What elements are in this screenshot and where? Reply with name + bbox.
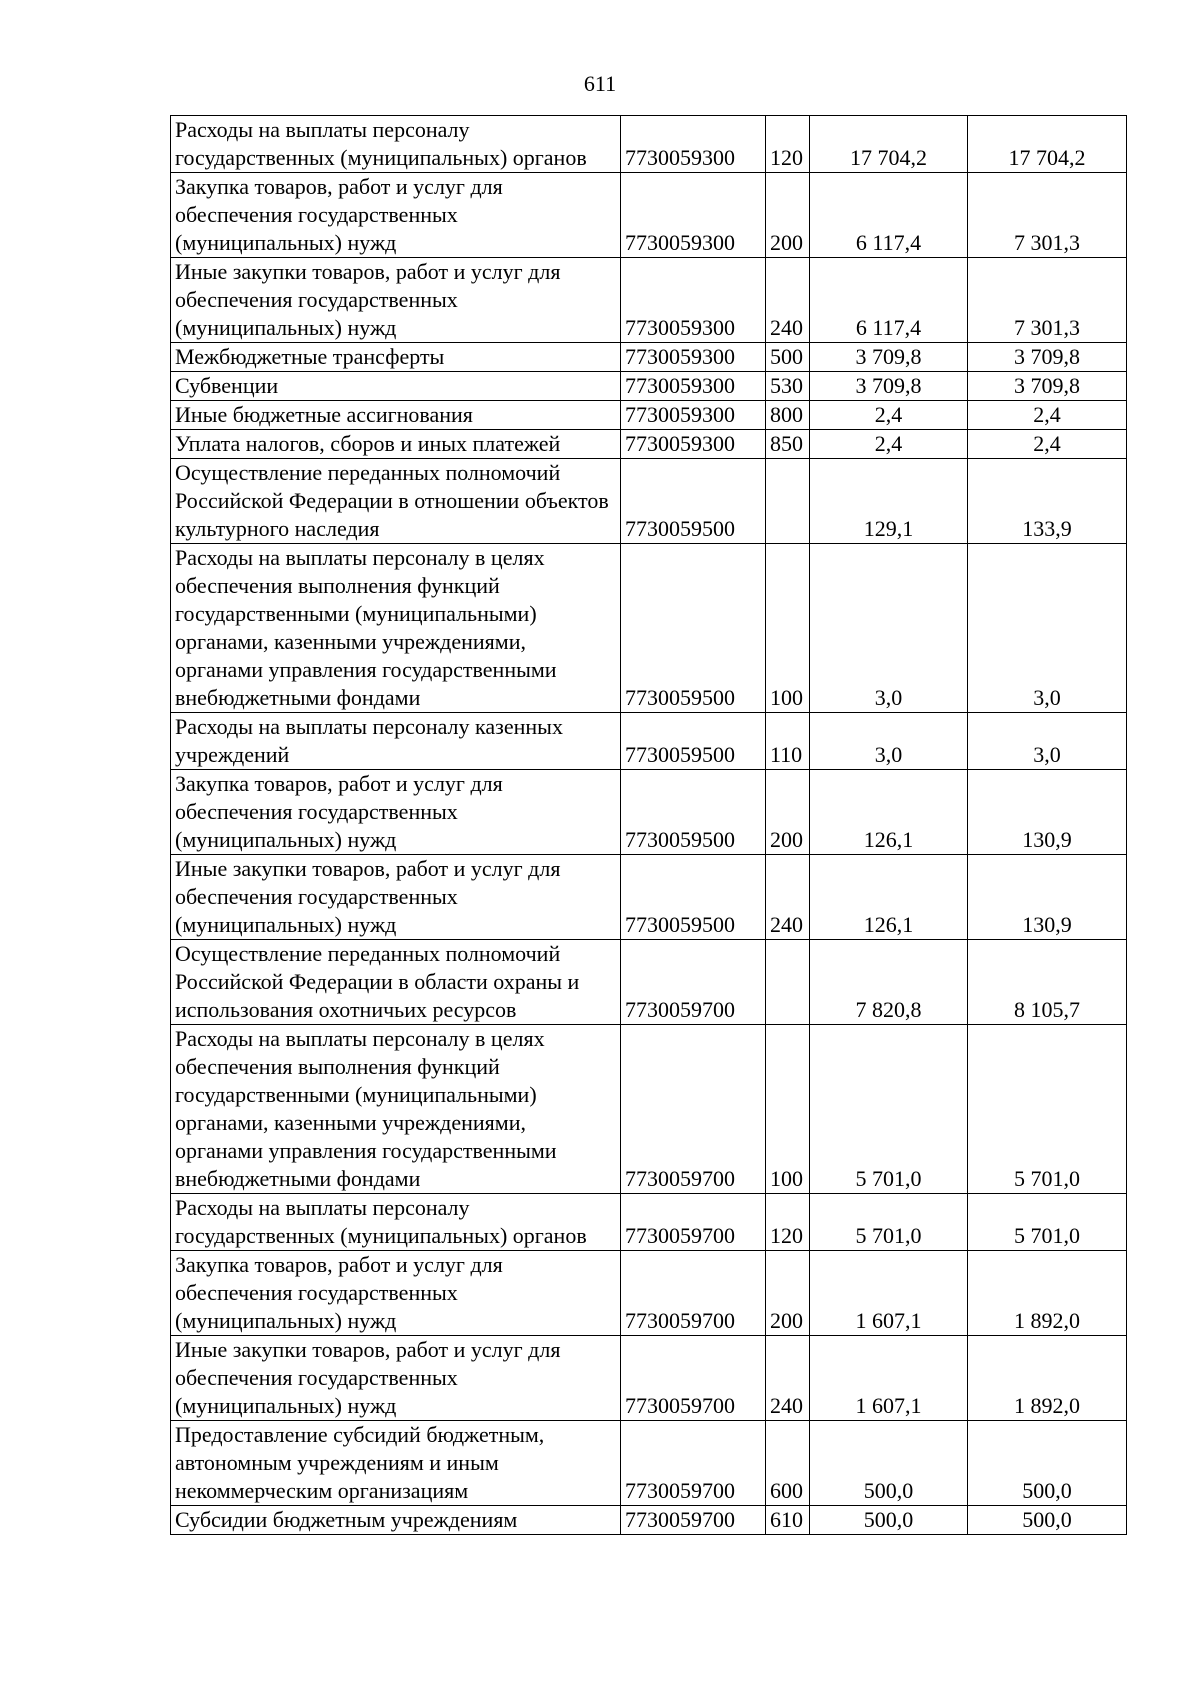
row-value-year-1-cell: 1 607,1	[810, 1336, 968, 1421]
row-value-year-2-cell: 8 105,7	[968, 940, 1127, 1025]
row-expense-type-cell: 600	[766, 1421, 810, 1506]
row-name-cell: Предоставление субсидий бюджетным, автономным учреждениям и иным некоммерческим организациям	[171, 1421, 621, 1506]
row-target-code-cell: 7730059300	[621, 258, 766, 343]
row-value-year-1-cell: 5 701,0	[810, 1194, 968, 1251]
table-row	[171, 713, 1127, 770]
row-value-year-1-cell: 17 704,2	[810, 116, 968, 173]
row-target-code-cell: 7730059300	[621, 401, 766, 430]
row-expense-type-cell: 530	[766, 372, 810, 401]
table-row	[171, 116, 1127, 173]
table-row	[171, 459, 1127, 544]
table-row	[171, 1336, 1127, 1421]
budget-table-body	[171, 116, 1127, 1535]
row-value-year-2-cell: 500,0	[968, 1506, 1127, 1535]
row-target-code-cell: 7730059300	[621, 116, 766, 173]
row-name-cell: Уплата налогов, сборов и иных платежей	[171, 430, 621, 459]
row-expense-type-cell: 850	[766, 430, 810, 459]
row-name-cell: Иные закупки товаров, работ и услуг для обеспечения государственных (муниципальных) нужд	[171, 258, 621, 343]
row-value-year-2-cell: 133,9	[968, 459, 1127, 544]
row-value-year-1-cell: 5 701,0	[810, 1025, 968, 1194]
table-row	[171, 1251, 1127, 1336]
row-value-year-2-cell: 17 704,2	[968, 116, 1127, 173]
row-expense-type-cell: 200	[766, 770, 810, 855]
budget-table	[170, 115, 1127, 1535]
row-expense-type-cell: 240	[766, 855, 810, 940]
table-row	[171, 855, 1127, 940]
row-expense-type-cell: 610	[766, 1506, 810, 1535]
row-name-cell: Закупка товаров, работ и услуг для обеспечения государственных (муниципальных) нужд	[171, 1251, 621, 1336]
row-value-year-2-cell: 500,0	[968, 1421, 1127, 1506]
row-value-year-1-cell: 500,0	[810, 1421, 968, 1506]
row-target-code-cell: 7730059300	[621, 173, 766, 258]
row-value-year-1-cell: 500,0	[810, 1506, 968, 1535]
table-row	[171, 258, 1127, 343]
row-expense-type-cell: 200	[766, 173, 810, 258]
row-expense-type-cell: 200	[766, 1251, 810, 1336]
row-value-year-2-cell: 7 301,3	[968, 258, 1127, 343]
row-value-year-1-cell: 2,4	[810, 401, 968, 430]
row-value-year-1-cell: 3,0	[810, 713, 968, 770]
row-value-year-2-cell: 5 701,0	[968, 1025, 1127, 1194]
row-value-year-2-cell: 2,4	[968, 401, 1127, 430]
row-name-cell: Субсидии бюджетным учреждениям	[171, 1506, 621, 1535]
row-value-year-1-cell: 6 117,4	[810, 258, 968, 343]
row-target-code-cell: 7730059500	[621, 855, 766, 940]
table-row	[171, 1025, 1127, 1194]
row-expense-type-cell: 800	[766, 401, 810, 430]
row-name-cell: Расходы на выплаты персоналу казенных учреждений	[171, 713, 621, 770]
row-value-year-1-cell: 7 820,8	[810, 940, 968, 1025]
row-expense-type-cell: 110	[766, 713, 810, 770]
row-name-cell: Закупка товаров, работ и услуг для обеспечения государственных (муниципальных) нужд	[171, 770, 621, 855]
table-row	[171, 173, 1127, 258]
row-target-code-cell: 7730059300	[621, 372, 766, 401]
row-target-code-cell: 7730059700	[621, 1251, 766, 1336]
row-expense-type-cell: 240	[766, 258, 810, 343]
row-target-code-cell: 7730059700	[621, 1506, 766, 1535]
row-value-year-1-cell: 129,1	[810, 459, 968, 544]
page-number: 611	[583, 71, 617, 96]
row-value-year-1-cell: 6 117,4	[810, 173, 968, 258]
row-expense-type-cell	[766, 459, 810, 544]
row-target-code-cell: 7730059500	[621, 544, 766, 713]
row-value-year-2-cell: 3,0	[968, 544, 1127, 713]
row-name-cell: Расходы на выплаты персоналу государственных (муниципальных) органов	[171, 116, 621, 173]
table-row	[171, 1506, 1127, 1535]
row-name-cell: Иные бюджетные ассигнования	[171, 401, 621, 430]
row-target-code-cell: 7730059700	[621, 940, 766, 1025]
row-target-code-cell: 7730059500	[621, 459, 766, 544]
row-target-code-cell: 7730059500	[621, 713, 766, 770]
table-row	[171, 430, 1127, 459]
row-value-year-1-cell: 1 607,1	[810, 1251, 968, 1336]
row-value-year-2-cell: 3 709,8	[968, 372, 1127, 401]
row-name-cell: Расходы на выплаты персоналу государственных (муниципальных) органов	[171, 1194, 621, 1251]
row-value-year-2-cell: 3 709,8	[968, 343, 1127, 372]
table-row	[171, 1421, 1127, 1506]
row-value-year-2-cell: 1 892,0	[968, 1251, 1127, 1336]
row-value-year-1-cell: 126,1	[810, 770, 968, 855]
row-target-code-cell: 7730059500	[621, 770, 766, 855]
row-value-year-2-cell: 130,9	[968, 855, 1127, 940]
row-value-year-1-cell: 3 709,8	[810, 372, 968, 401]
row-value-year-2-cell: 2,4	[968, 430, 1127, 459]
row-target-code-cell: 7730059700	[621, 1421, 766, 1506]
row-name-cell: Осуществление переданных полномочий Российской Федерации в отношении объектов культурного наследия	[171, 459, 621, 544]
row-name-cell: Расходы на выплаты персоналу в целях обеспечения выполнения функций государственными (муниципальными) органами, казенными учреждениями, органами управления государственными внебюджетными фондами	[171, 544, 621, 713]
row-value-year-2-cell: 3,0	[968, 713, 1127, 770]
row-target-code-cell: 7730059700	[621, 1025, 766, 1194]
table-row	[171, 401, 1127, 430]
row-value-year-2-cell: 7 301,3	[968, 173, 1127, 258]
row-value-year-1-cell: 2,4	[810, 430, 968, 459]
row-value-year-1-cell: 3 709,8	[810, 343, 968, 372]
table-row	[171, 770, 1127, 855]
row-expense-type-cell: 500	[766, 343, 810, 372]
row-name-cell: Иные закупки товаров, работ и услуг для обеспечения государственных (муниципальных) нужд	[171, 855, 621, 940]
table-row	[171, 343, 1127, 372]
row-expense-type-cell: 100	[766, 544, 810, 713]
table-row	[171, 1194, 1127, 1251]
row-name-cell: Осуществление переданных полномочий Российской Федерации в области охраны и использования охотничьих ресурсов	[171, 940, 621, 1025]
row-value-year-1-cell: 3,0	[810, 544, 968, 713]
table-row	[171, 940, 1127, 1025]
row-name-cell: Расходы на выплаты персоналу в целях обеспечения выполнения функций государственными (муниципальными) органами, казенными учреждениями, органами управления государственными внебюджетными фондами	[171, 1025, 621, 1194]
row-name-cell: Закупка товаров, работ и услуг для обеспечения государственных (муниципальных) нужд	[171, 173, 621, 258]
table-row	[171, 372, 1127, 401]
row-target-code-cell: 7730059300	[621, 343, 766, 372]
row-target-code-cell: 7730059700	[621, 1194, 766, 1251]
row-target-code-cell: 7730059700	[621, 1336, 766, 1421]
row-expense-type-cell: 120	[766, 1194, 810, 1251]
row-name-cell: Субвенции	[171, 372, 621, 401]
row-name-cell: Иные закупки товаров, работ и услуг для обеспечения государственных (муниципальных) нужд	[171, 1336, 621, 1421]
row-expense-type-cell: 100	[766, 1025, 810, 1194]
row-expense-type-cell: 120	[766, 116, 810, 173]
row-value-year-2-cell: 1 892,0	[968, 1336, 1127, 1421]
row-value-year-1-cell: 126,1	[810, 855, 968, 940]
row-value-year-2-cell: 5 701,0	[968, 1194, 1127, 1251]
row-name-cell: Межбюджетные трансферты	[171, 343, 621, 372]
row-target-code-cell: 7730059300	[621, 430, 766, 459]
table-row	[171, 544, 1127, 713]
row-value-year-2-cell: 130,9	[968, 770, 1127, 855]
row-expense-type-cell	[766, 940, 810, 1025]
row-expense-type-cell: 240	[766, 1336, 810, 1421]
